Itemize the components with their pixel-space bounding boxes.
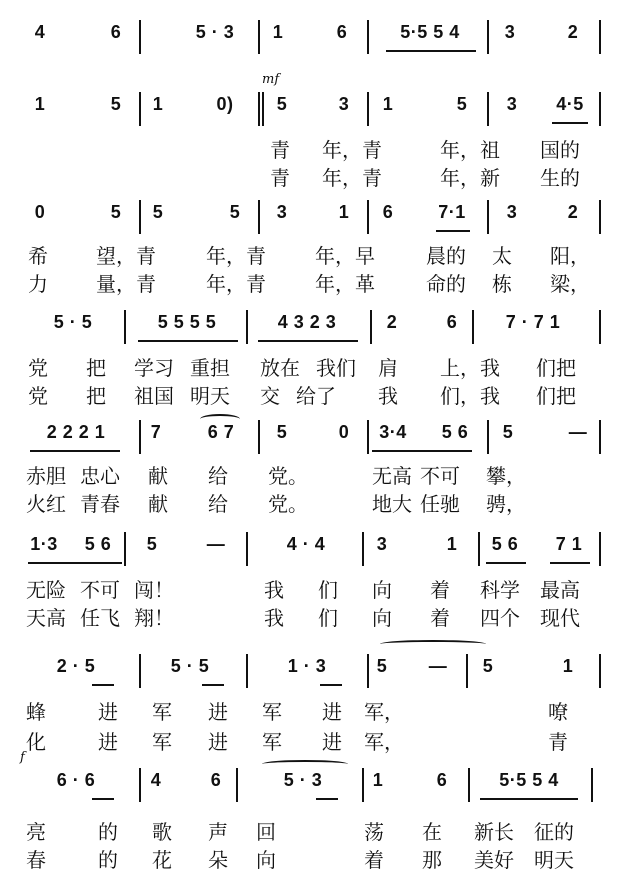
bar-line [139, 20, 141, 54]
note: 3 [376, 534, 388, 554]
lyric: 美好 [474, 848, 514, 872]
note: 5 [276, 422, 288, 442]
note: — [568, 422, 588, 442]
lyric: 那 [422, 848, 442, 872]
lyric: 给 [208, 492, 228, 516]
note: 6 [436, 770, 448, 790]
lyrics-verse-1 [0, 134, 640, 164]
lyric: 新长 [474, 820, 514, 844]
lyric: 任飞 [80, 606, 120, 630]
note: 5 5 5 5 [157, 312, 217, 332]
lyric: 翔！ [134, 606, 174, 630]
lyric: 党。 [268, 492, 308, 516]
lyric: 军， [364, 700, 404, 724]
lyric: 祖国 [134, 384, 174, 408]
lyric: 们把 [536, 384, 576, 408]
lyrics-verse-2 [0, 380, 640, 410]
lyric: 无险 [26, 578, 66, 602]
lyric: 军， [364, 730, 404, 754]
note: 7 1 [555, 534, 583, 554]
lyrics-verse-1 [0, 696, 640, 726]
lyric: 现代 [540, 606, 580, 630]
lyric: 进 [322, 730, 342, 754]
beam [28, 562, 122, 564]
bar-line [591, 768, 593, 802]
lyric: 明天 [534, 848, 574, 872]
lyric: 亮 [26, 820, 46, 844]
lyric: 四个 [480, 606, 520, 630]
lyric: 嘹 [548, 700, 568, 724]
lyric: 地大 [372, 492, 412, 516]
lyric: 肩 [378, 356, 398, 380]
note: 6 [336, 22, 348, 42]
lyric: 力 [28, 272, 48, 296]
lyric: 蜂 [26, 700, 46, 724]
lyric: 向 [256, 848, 276, 872]
lyric: 声 [208, 820, 228, 844]
lyric: 太 [492, 244, 512, 268]
note: 1 [152, 94, 164, 114]
lyrics-verse-2 [0, 268, 640, 298]
lyrics-verse-2 [0, 602, 640, 632]
lyric: 骋， [486, 492, 526, 516]
lyric: 花 [152, 848, 172, 872]
note: 2 [567, 22, 579, 42]
bar-line [246, 310, 248, 344]
lyric: 进 [98, 730, 118, 754]
lyric: 不可 [420, 464, 460, 488]
bar-line [236, 768, 238, 802]
lyric: 科学 [480, 578, 520, 602]
note: 5 [110, 202, 122, 222]
lyric: 给了 [296, 384, 336, 408]
note: 5 6 [84, 534, 112, 554]
lyric: 晨的 [426, 244, 466, 268]
lyric: 党 [28, 384, 48, 408]
lyric: 在 [422, 820, 442, 844]
beam [480, 798, 578, 800]
lyric: 希 [28, 244, 48, 268]
lyric: 攀， [486, 464, 526, 488]
lyric: 青春 [80, 492, 120, 516]
lyric: 年，早 [315, 244, 375, 268]
note: 2 · 5 [56, 656, 96, 676]
lyric: 年，青 [206, 244, 266, 268]
lyric: 重担 [190, 356, 230, 380]
lyric: 命的 [426, 272, 466, 296]
lyric: 们把 [536, 356, 576, 380]
note: 2 [567, 202, 579, 222]
lyric: 梁， [550, 272, 590, 296]
lyrics-verse-2 [0, 488, 640, 518]
lyric: 年，青 [206, 272, 266, 296]
note: 5 · 3 [195, 22, 235, 42]
note: 5 [152, 202, 164, 222]
bar-line [472, 310, 474, 344]
beam [92, 684, 114, 686]
note: 6 [382, 202, 394, 222]
lyric: 年，新 [440, 166, 500, 190]
lyrics-verse-1 [0, 352, 640, 382]
notation-line-4 [0, 310, 640, 344]
beam [372, 450, 472, 452]
lyric: 量，青 [96, 272, 156, 296]
note: 4·5 [556, 94, 584, 114]
lyric: 的 [98, 848, 118, 872]
lyric: 望，青 [96, 244, 156, 268]
lyric: 朵 [208, 848, 228, 872]
beam [258, 340, 358, 342]
lyric: 献 [148, 464, 168, 488]
note: 5 6 [491, 534, 519, 554]
lyric: 忠心 [80, 464, 120, 488]
beam [386, 50, 476, 52]
note: 3 [504, 22, 516, 42]
lyric: 着 [364, 848, 384, 872]
note: 1 [272, 22, 284, 42]
note: 5 · 5 [170, 656, 210, 676]
beam [486, 562, 526, 564]
note: 5 [482, 656, 494, 676]
lyric: 献 [148, 492, 168, 516]
lyric: 军 [152, 700, 172, 724]
notation-line-3 [0, 200, 640, 234]
beam [436, 230, 470, 232]
bar-line [258, 420, 260, 454]
note: — [428, 656, 448, 676]
lyric: 年，青 [322, 166, 382, 190]
notation-line-7 [0, 654, 640, 688]
note: 4 · 4 [286, 534, 326, 554]
bar-line [599, 310, 601, 344]
note: 0 [34, 202, 46, 222]
lyric: 进 [322, 700, 342, 724]
bar-line [258, 200, 260, 234]
lyric: 军 [262, 730, 282, 754]
lyric: 歌 [152, 820, 172, 844]
lyrics-verse-2 [0, 726, 640, 756]
tie [380, 640, 486, 648]
lyric: 年，祖 [440, 138, 500, 162]
note: 1 [372, 770, 384, 790]
bar-line [487, 20, 489, 54]
lyric: 年，革 [315, 272, 375, 296]
bar-line [258, 92, 260, 126]
beam [550, 562, 590, 564]
bar-line [599, 92, 601, 126]
lyric: 向 [372, 578, 392, 602]
dynamic-marking: f [20, 750, 25, 765]
lyric: 我们 [316, 356, 356, 380]
beam [92, 798, 114, 800]
lyric: 我 [264, 578, 284, 602]
note: 6 [446, 312, 458, 332]
lyric: 栋 [492, 272, 512, 296]
note: — [206, 534, 226, 554]
note: 5 · 3 [283, 770, 323, 790]
lyric: 天高 [26, 606, 66, 630]
lyric: 们 [318, 578, 338, 602]
bar-line [246, 654, 248, 688]
note: 1 · 3 [287, 656, 327, 676]
bar-line [124, 532, 126, 566]
note: 5 [502, 422, 514, 442]
note: 3 [506, 202, 518, 222]
slur [200, 414, 240, 424]
note: 5·5 5 4 [499, 770, 559, 790]
lyric: 把 [86, 384, 106, 408]
note: 7 [150, 422, 162, 442]
lyric: 军 [262, 700, 282, 724]
bar-line [367, 20, 369, 54]
note: 1 [562, 656, 574, 676]
note: 5·5 5 4 [400, 22, 460, 42]
note: 1 [34, 94, 46, 114]
note: 3 [506, 94, 518, 114]
lyric: 进 [98, 700, 118, 724]
lyric: 向 [372, 606, 392, 630]
lyric: 进 [208, 730, 228, 754]
note: 0) [216, 94, 234, 114]
note: 6 [210, 770, 222, 790]
note: 1·3 [30, 534, 58, 554]
bar-line [599, 420, 601, 454]
note: 1 [446, 534, 458, 554]
note: 4 3 2 3 [277, 312, 337, 332]
note: 1 [382, 94, 394, 114]
lyric: 春 [26, 848, 46, 872]
lyric: 青 [270, 166, 290, 190]
note: 6 · 6 [56, 770, 96, 790]
note: 1 [338, 202, 350, 222]
note: 5 · 5 [53, 312, 93, 332]
notation-line-6 [0, 532, 640, 566]
lyric: 闯！ [134, 578, 174, 602]
lyrics-verse-2 [0, 162, 640, 192]
lyrics-verse-1 [0, 240, 640, 270]
slur [262, 760, 348, 768]
lyrics-verse-1 [0, 460, 640, 490]
beam [316, 798, 338, 800]
bar-line [124, 310, 126, 344]
lyric: 军 [152, 730, 172, 754]
notation-line-5 [0, 420, 640, 454]
lyric: 国的 [540, 138, 580, 162]
lyric: 任驰 [420, 492, 460, 516]
lyric: 的 [98, 820, 118, 844]
bar-line [599, 654, 601, 688]
lyric: 最高 [540, 578, 580, 602]
lyric: 征的 [534, 820, 574, 844]
note: 3 [338, 94, 350, 114]
lyric: 青 [270, 138, 290, 162]
lyric: 荡 [364, 820, 384, 844]
lyric: 上，我 [440, 356, 500, 380]
notation-line-8 [0, 768, 640, 802]
lyric: 交 [260, 384, 280, 408]
lyric: 明天 [190, 384, 230, 408]
note: 6 7 [207, 422, 235, 442]
note: 5 [110, 94, 122, 114]
note: 5 [456, 94, 468, 114]
lyric: 青 [548, 730, 568, 754]
note: 5 [376, 656, 388, 676]
bar-line [487, 92, 489, 126]
lyric: 们 [318, 606, 338, 630]
notation-line-2 [0, 92, 640, 126]
note: 5 [276, 94, 288, 114]
beam [202, 684, 224, 686]
note: 7 · 7 1 [505, 312, 561, 332]
bar-line [599, 20, 601, 54]
note: 3·4 [379, 422, 407, 442]
lyric: 火红 [26, 492, 66, 516]
note: 4 [150, 770, 162, 790]
bar-line [599, 200, 601, 234]
dynamic-marking: mf [262, 72, 280, 87]
lyric: 给 [208, 464, 228, 488]
lyric: 赤胆 [26, 464, 66, 488]
beam [552, 122, 588, 124]
bar-line [599, 532, 601, 566]
lyrics-verse-1 [0, 816, 640, 846]
beam [30, 450, 120, 452]
lyrics-verse-2 [0, 844, 640, 874]
lyric: 党。 [268, 464, 308, 488]
note: 6 [110, 22, 122, 42]
lyric: 阳， [550, 244, 590, 268]
note: 3 [276, 202, 288, 222]
note: 7·1 [438, 202, 466, 222]
lyric: 进 [208, 700, 228, 724]
lyric: 化 [26, 730, 46, 754]
bar-line [468, 768, 470, 802]
lyric: 们，我 [440, 384, 500, 408]
lyric: 不可 [80, 578, 120, 602]
lyric: 生的 [540, 166, 580, 190]
lyric: 放在 [260, 356, 300, 380]
bar-line [487, 200, 489, 234]
note: 4 [34, 22, 46, 42]
lyric: 回 [256, 820, 276, 844]
lyrics-verse-1 [0, 574, 640, 604]
lyric: 年，青 [322, 138, 382, 162]
beam [138, 340, 238, 342]
lyric: 着 [430, 606, 450, 630]
note: 2 2 2 1 [46, 422, 106, 442]
note: 5 6 [441, 422, 469, 442]
lyric: 把 [86, 356, 106, 380]
note: 5 [146, 534, 158, 554]
note: 2 [386, 312, 398, 332]
lyric: 着 [430, 578, 450, 602]
note: 5 [229, 202, 241, 222]
lyric: 党 [28, 356, 48, 380]
lyric: 我 [378, 384, 398, 408]
lyric: 无高 [372, 464, 412, 488]
bar-line [246, 532, 248, 566]
notation-line-1 [0, 20, 640, 54]
note: 0 [338, 422, 350, 442]
beam [320, 684, 342, 686]
lyric: 我 [264, 606, 284, 630]
lyric: 学习 [134, 356, 174, 380]
